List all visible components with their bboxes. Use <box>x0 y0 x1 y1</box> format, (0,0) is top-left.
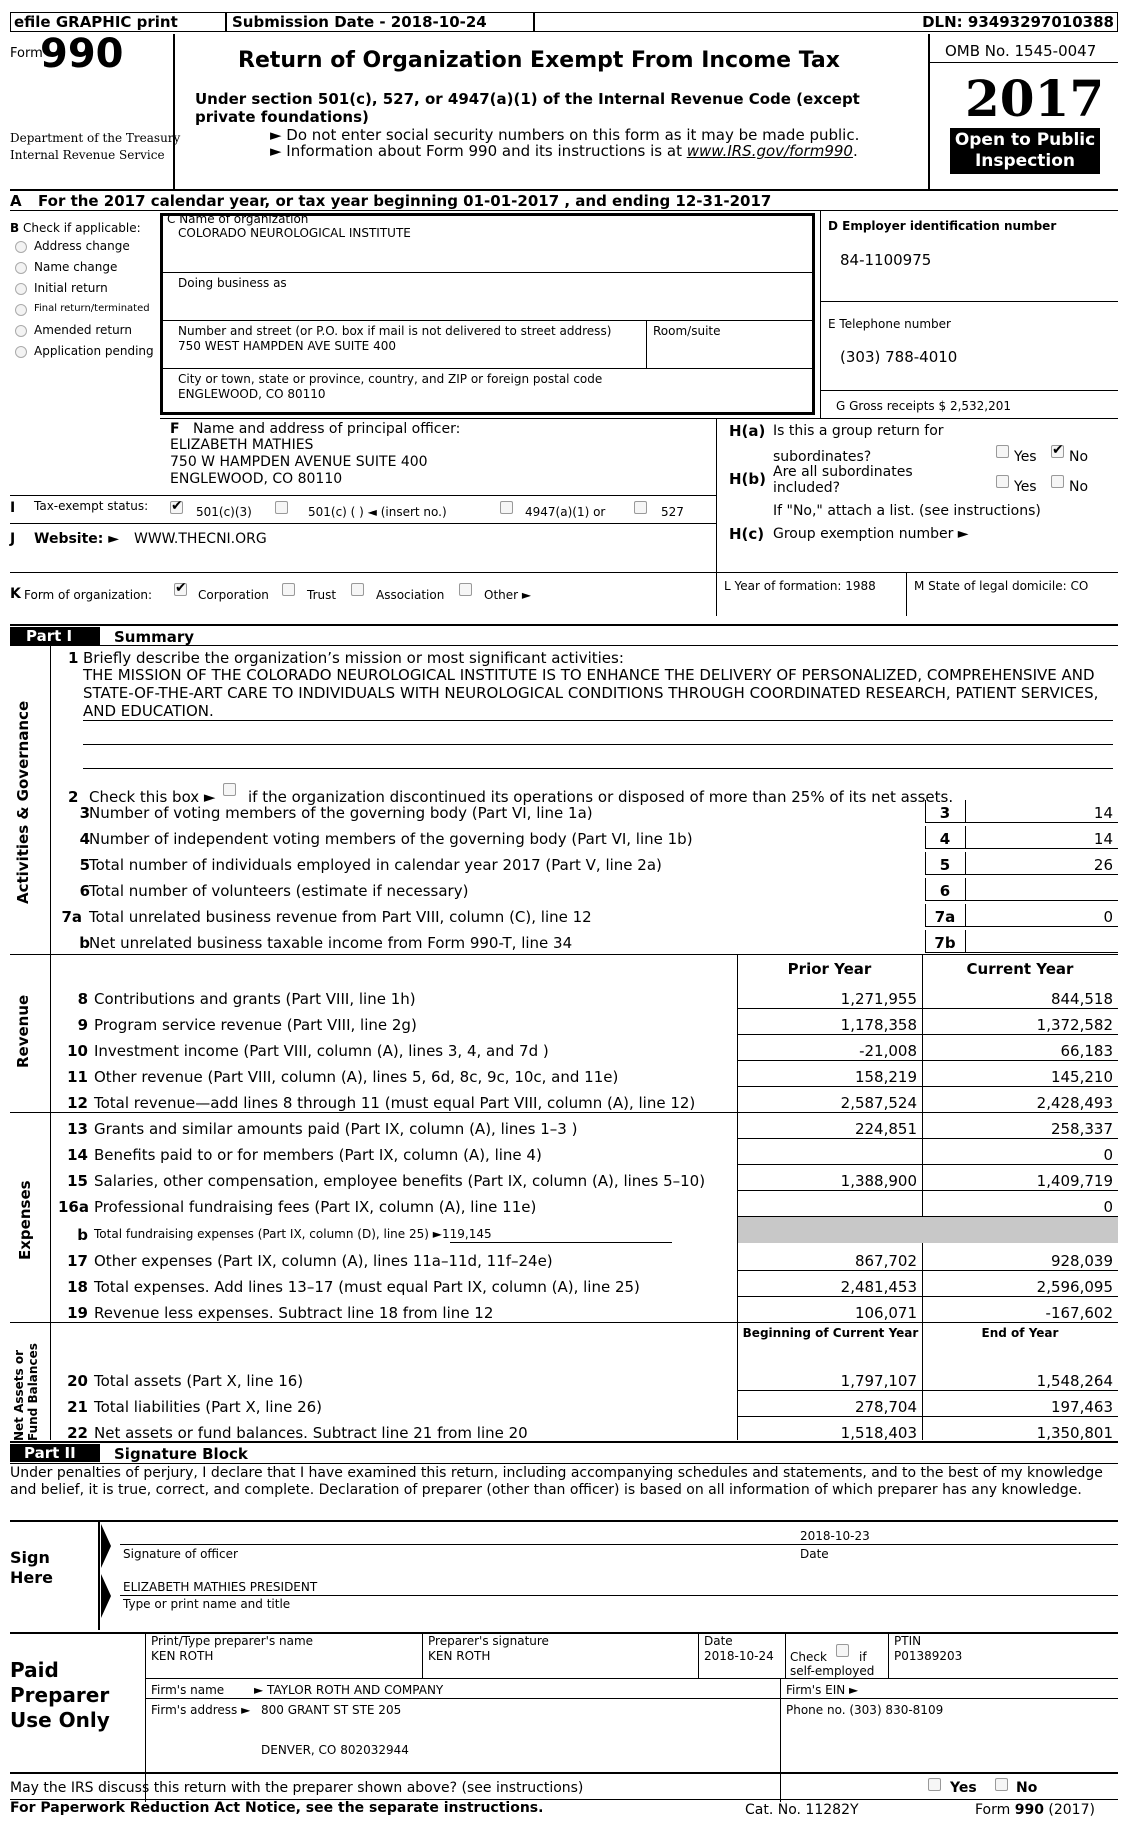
gov-row-rule <box>925 822 1118 823</box>
firm-address-1: 800 GRANT ST STE 205 <box>261 1703 402 1717</box>
fin-line-num: 12 <box>67 1094 88 1112</box>
signature-date: 2018-10-23 <box>800 1529 870 1543</box>
fin-line-num: 17 <box>67 1252 88 1270</box>
current-year-value: 1,548,264 <box>1036 1372 1113 1390</box>
fin-line-text: Other expenses (Part IX, column (A), lines 11a–11d, 11f–24e) <box>94 1252 553 1270</box>
gov-line-text: Net unrelated business taxable income from Form 990-T, line 34 <box>89 934 573 952</box>
ha-text-2: subordinates? <box>773 449 872 465</box>
501c-label: 501(c) ( ) ◄ (insert no.) <box>308 505 447 519</box>
trust-checkbox[interactable] <box>282 583 295 596</box>
prior-year-value: 1,518,403 <box>840 1424 917 1442</box>
footer-form-id: Form 990 (2017) <box>975 1802 1095 1818</box>
fin-row-rule <box>737 1270 1118 1271</box>
fin-line-text: Other revenue (Part VIII, column (A), lines 5, 6d, 8c, 9c, 10c, and 11e) <box>94 1068 619 1086</box>
fin-line-num: 15 <box>67 1172 88 1190</box>
fin-line-num: 20 <box>67 1372 88 1390</box>
gov-line-text: Total number of volunteers (estimate if necessary) <box>89 882 469 900</box>
line16b-shade <box>738 1217 1118 1243</box>
irs-label: Internal Revenue Service <box>10 148 165 162</box>
current-year-value: 1,350,801 <box>1036 1424 1113 1442</box>
preparer-name-label: Print/Type preparer's name <box>151 1634 314 1648</box>
fin-line-text: Professional fundraising fees (Part IX, column (A), line 11e) <box>94 1198 537 1216</box>
prior-year-value: 1,388,900 <box>840 1172 917 1190</box>
line-k-letter: K <box>10 586 21 602</box>
paid-preparer-label: Paid Preparer Use Only <box>10 1658 110 1732</box>
website-value[interactable]: WWW.THECNI.ORG <box>134 531 267 547</box>
gov-box-label: 3 <box>939 804 951 822</box>
side-label-revenue: Revenue <box>14 994 32 1068</box>
fin-line-num: 19 <box>67 1304 88 1322</box>
hb-label: H(b) <box>729 470 767 488</box>
current-year-value: 145,210 <box>1050 1068 1113 1086</box>
prior-year-value: 224,851 <box>854 1120 917 1138</box>
527-checkbox[interactable] <box>634 501 647 514</box>
officer-address-2: ENGLEWOOD, CO 80110 <box>170 471 343 487</box>
name-change-checkbox[interactable] <box>15 262 27 274</box>
address-change-checkbox[interactable] <box>15 241 27 253</box>
discuss-yes-checkbox[interactable] <box>928 1778 941 1791</box>
fin-line-text: Net assets or fund balances. Subtract line 21 from line 20 <box>94 1424 528 1442</box>
hc-text: Group exemption number ► <box>773 526 969 542</box>
fin-row-rule <box>737 1138 1118 1139</box>
gov-line-num: 6 <box>79 882 90 900</box>
corporation-label: Corporation <box>198 588 269 602</box>
city-address: ENGLEWOOD, CO 80110 <box>178 387 326 401</box>
current-year-value: 2,428,493 <box>1036 1094 1113 1112</box>
fin-line-text: Total expenses. Add lines 13–17 (must equal Part IX, column (A), line 25) <box>94 1278 640 1296</box>
fin-line-text: Grants and similar amounts paid (Part IX, column (A), lines 1–3 ) <box>94 1120 578 1138</box>
part1-title: Summary <box>114 628 195 646</box>
gov-box-label: 4 <box>939 830 951 848</box>
if-label: if <box>859 1650 867 1664</box>
current-year-value: -167,602 <box>1045 1304 1113 1322</box>
fin-line-num: 14 <box>67 1146 88 1164</box>
gov-row-rule <box>925 874 1118 875</box>
firm-name-label: Firm's name <box>151 1683 225 1697</box>
check-applicable-label: B Check if applicable: <box>10 221 141 235</box>
fin-line-text: Salaries, other compensation, employee benefits (Part IX, column (A), lines 5–10) <box>94 1172 706 1190</box>
fin-line-text: Total revenue—add lines 8 through 11 (must equal Part VIII, column (A), line 12) <box>94 1094 696 1112</box>
current-year-value: 844,518 <box>1050 990 1113 1008</box>
prior-year-value: 1,271,955 <box>840 990 917 1008</box>
gov-box-label: 7a <box>934 908 956 926</box>
line-a-letter: A <box>10 192 22 210</box>
tax-year-line: For the 2017 calendar year, or tax year beginning 01-01-2017 , and ending 12-31-2017 <box>38 192 772 210</box>
gov-row-rule <box>925 900 1118 901</box>
org-name-label: C Name of organization <box>167 212 309 226</box>
gov-row-rule <box>925 952 1118 953</box>
ha-label: H(a) <box>729 422 766 440</box>
side-label-expenses: Expenses <box>16 1180 34 1260</box>
fin-line-text: Total liabilities (Part X, line 26) <box>94 1398 323 1416</box>
line16b-text: Total fundraising expenses (Part IX, column (D), line 25) ►119,145 <box>94 1227 492 1241</box>
name-change-label: Name change <box>34 260 118 274</box>
year-of-formation: L Year of formation: 1988 <box>724 579 876 593</box>
association-label: Association <box>376 588 445 602</box>
gross-receipts: G Gross receipts $ 2,532,201 <box>836 399 1012 413</box>
prior-year-value: 2,587,524 <box>840 1094 917 1112</box>
signature-officer-label: Signature of officer <box>123 1547 238 1561</box>
gov-line-text: Number of independent voting members of the governing body (Part VI, line 1b) <box>89 830 693 848</box>
penalty-statement: Under penalties of perjury, I declare that I have examined this return, including accompanying schedules and statements, and to the best of my knowledge and belief, it is true, correct, and complete. Declaration of preparer (other than officer) is based on all information of which preparer has any knowledge. <box>10 1465 1103 1498</box>
other-label: Other ► <box>484 588 532 602</box>
efile-label: efile GRAPHIC print <box>14 13 178 31</box>
current-year-value: 197,463 <box>1050 1398 1113 1416</box>
side-label-net-assets: Net Assets or Fund Balances <box>12 1343 40 1441</box>
officer-label: F Name and address of principal officer: <box>170 421 461 437</box>
gov-row-rule <box>925 848 1118 849</box>
prior-year-value: 1,797,107 <box>840 1372 917 1390</box>
gov-line-num: 4 <box>79 830 90 848</box>
line2-num: 2 <box>68 788 79 806</box>
fin-line-text: Program service revenue (Part VIII, line 2g) <box>94 1016 417 1034</box>
prior-year-value: -21,008 <box>859 1042 917 1060</box>
phone-value: (303) 788-4010 <box>840 348 958 366</box>
current-year-value: 0 <box>1103 1146 1113 1164</box>
fin-line-text: Revenue less expenses. Subtract line 18 from line 12 <box>94 1304 494 1322</box>
form-990-page <box>10 8 1118 1818</box>
fin-row-rule <box>737 1060 1118 1061</box>
part1-tag: Part I <box>10 627 100 645</box>
submission-date: Submission Date - 2018-10-24 <box>232 13 487 31</box>
gov-line-text: Number of voting members of the governing body (Part VI, line 1a) <box>89 804 593 822</box>
preparer-date-label: Date <box>704 1634 733 1648</box>
mission-statement: THE MISSION OF THE COLORADO NEUROLOGICAL INSTITUTE IS TO ENHANCE THE DELIVERY OF PERSONALIZED, COMPREHENSIVE AND STATE-OF-THE-ART CARE TO INDIVIDUALS WITH NEUROLOGICAL CONDITIONS THROUGH COORDINATED RESEARCH, PATIENT SERVICES, AND EDUCATION. <box>83 666 1099 720</box>
prior-year-value: 278,704 <box>854 1398 917 1416</box>
officer-name-title: ELIZABETH MATHIES PRESIDENT <box>123 1580 318 1594</box>
form-of-org-label: Form of organization: <box>24 588 153 602</box>
fin-line-text: Benefits paid to or for members (Part IX, column (A), line 4) <box>94 1146 542 1164</box>
ptin-label: PTIN <box>894 1634 922 1648</box>
gov-line-num: 3 <box>79 804 90 822</box>
firm-address-label: Firm's address ► <box>151 1703 251 1717</box>
gov-line-value: 0 <box>1103 908 1113 926</box>
ssn-warning: ► Do not enter social security numbers on this form as it may be made public. <box>270 126 860 144</box>
address-change-label: Address change <box>34 239 130 253</box>
trust-label: Trust <box>307 588 337 602</box>
gov-line-num: 7a <box>61 908 82 926</box>
officer-address-1: 750 W HAMPDEN AVENUE SUITE 400 <box>170 454 428 470</box>
association-checkbox[interactable] <box>351 583 364 596</box>
paperwork-notice: For Paperwork Reduction Act Notice, see the separate instructions. <box>10 1800 544 1816</box>
corporation-checkbox[interactable] <box>174 583 187 596</box>
gov-box-rule <box>965 878 966 900</box>
gov-box-label: 5 <box>939 856 951 874</box>
initial-return-checkbox[interactable] <box>15 283 27 295</box>
omb-number: OMB No. 1545-0047 <box>945 42 1097 60</box>
discuss-no-checkbox[interactable] <box>995 1778 1008 1791</box>
officer-name: ELIZABETH MATHIES <box>170 437 314 453</box>
irs-link[interactable]: www.IRS.gov/form990 <box>686 142 853 160</box>
discuss-yes-label: Yes <box>950 1780 977 1796</box>
other-checkbox[interactable] <box>459 583 472 596</box>
gov-line-text: Total number of individuals employed in calendar year 2017 (Part V, line 2a) <box>89 856 662 874</box>
preparer-signature: KEN ROTH <box>428 1649 491 1663</box>
ha-text-1: Is this a group return for <box>773 423 944 439</box>
4947-checkbox[interactable] <box>500 501 513 514</box>
org-name: COLORADO NEUROLOGICAL INSTITUTE <box>178 226 411 240</box>
amended-return-label: Amended return <box>34 323 133 337</box>
side-label-governance: Activities & Governance <box>14 700 32 904</box>
firm-address-2: DENVER, CO 802032944 <box>261 1743 409 1757</box>
prior-year-value: 1,178,358 <box>840 1016 917 1034</box>
prior-year-value: 2,481,453 <box>840 1278 917 1296</box>
hb-text-1: Are all subordinates <box>773 464 913 480</box>
fin-row-rule <box>737 1086 1118 1087</box>
current-year-value: 0 <box>1103 1198 1113 1216</box>
gov-line-num: b <box>79 934 90 952</box>
catalog-number: Cat. No. 11282Y <box>745 1802 859 1818</box>
discontinued-checkbox[interactable] <box>223 783 236 796</box>
col-prior-year: Prior Year <box>787 960 872 978</box>
discuss-no-label: No <box>1016 1780 1038 1796</box>
fin-row-rule <box>737 1190 1118 1191</box>
501c3-label: 501(c)(3) <box>196 505 252 519</box>
gov-box-label: 7b <box>934 934 956 952</box>
fin-line-text: Total assets (Part X, line 16) <box>94 1372 304 1390</box>
col-end-year: End of Year <box>981 1326 1059 1340</box>
self-employed-checkbox[interactable] <box>836 1644 849 1657</box>
prior-year-value: 106,071 <box>854 1304 917 1322</box>
fin-row-rule <box>737 1390 1118 1391</box>
line2-text: if the organization discontinued its operations or disposed of more than 25% of its net assets. <box>248 788 954 806</box>
fin-line-num: 8 <box>77 990 88 1008</box>
dln: DLN: 93493297010388 <box>922 13 1114 31</box>
ha-yes-checkbox[interactable] <box>996 445 1009 458</box>
part2-tag: Part II <box>10 1444 100 1462</box>
signature-date-label: Date <box>800 1547 829 1561</box>
application-pending-checkbox[interactable] <box>15 346 27 358</box>
fin-line-num: 16a <box>58 1198 89 1216</box>
fin-line-num: 22 <box>67 1424 88 1442</box>
part2-title: Signature Block <box>114 1445 248 1463</box>
fin-line-num: 10 <box>67 1042 88 1060</box>
dept-treasury: Department of the Treasury <box>10 131 181 145</box>
current-year-value: 2,596,095 <box>1036 1278 1113 1296</box>
501c-checkbox[interactable] <box>275 501 288 514</box>
info-line: ► Information about Form 990 and its instructions is at www.IRS.gov/form990. <box>270 142 858 160</box>
hb-no-checkbox[interactable] <box>1051 475 1064 488</box>
website-label: Website: ► <box>34 531 120 547</box>
current-year-value: 66,183 <box>1060 1042 1113 1060</box>
line16b-underline <box>450 1242 672 1243</box>
prior-year-value: 867,702 <box>854 1252 917 1270</box>
sign-arrow-2 <box>101 1574 111 1618</box>
current-year-value: 258,337 <box>1050 1120 1113 1138</box>
initial-return-label: Initial return <box>34 281 108 295</box>
firm-phone: Phone no. (303) 830-8109 <box>786 1703 944 1717</box>
ha-no-label: No <box>1069 449 1089 465</box>
room-suite-label: Room/suite <box>653 324 721 338</box>
final-return-checkbox[interactable] <box>15 304 27 316</box>
fin-row-rule <box>737 1296 1118 1297</box>
preparer-signature-label: Preparer's signature <box>428 1634 549 1648</box>
discuss-question: May the IRS discuss this return with the preparer shown above? (see instructions) <box>10 1780 584 1796</box>
fin-line-num: 9 <box>77 1016 88 1034</box>
form-title: Return of Organization Exempt From Income Tax <box>238 48 840 73</box>
4947-label: 4947(a)(1) or <box>525 505 606 519</box>
prior-year-value: 158,219 <box>854 1068 917 1086</box>
col-beginning-year: Beginning of Current Year <box>742 1326 919 1340</box>
line1-text: Briefly describe the organization’s mission or most significant activities: <box>83 649 624 667</box>
check-label: Check <box>790 1650 827 1664</box>
col-current-year: Current Year <box>966 960 1074 978</box>
fin-line-num: 18 <box>67 1278 88 1296</box>
gov-row-rule <box>925 926 1118 927</box>
hb-note: If "No," attach a list. (see instructions) <box>773 503 1041 519</box>
ptin-value: P01389203 <box>894 1649 963 1663</box>
form-number: 990 <box>40 31 124 77</box>
firm-ein-label: Firm's EIN ► <box>786 1683 859 1697</box>
line1-num: 1 <box>68 649 79 667</box>
gov-line-value: 14 <box>1093 830 1113 848</box>
fin-line-text: Investment income (Part VIII, column (A), lines 3, 4, and 7d ) <box>94 1042 549 1060</box>
gov-box-rule <box>965 930 966 952</box>
ha-yes-label: Yes <box>1014 449 1037 465</box>
line2-pre: Check this box ► <box>89 788 216 806</box>
hb-text-2: included? <box>773 480 841 496</box>
fin-line-text: Contributions and grants (Part VIII, line 1h) <box>94 990 416 1008</box>
fin-line-num: 13 <box>67 1120 88 1138</box>
fin-row-rule <box>737 1034 1118 1035</box>
501c3-checkbox[interactable] <box>170 501 183 514</box>
preparer-name: KEN ROTH <box>151 1649 214 1663</box>
dba-label: Doing business as <box>178 276 287 290</box>
line-j-letter: J <box>10 531 16 547</box>
fin-row-rule <box>737 1164 1118 1165</box>
name-title-label: Type or print name and title <box>123 1597 291 1611</box>
ein-value: 84-1100975 <box>840 251 932 269</box>
open-to-public-badge: Open to Public Inspection <box>950 128 1100 174</box>
street-label: Number and street (or P.O. box if mail is not delivered to street address) <box>178 324 612 338</box>
current-year-value: 928,039 <box>1050 1252 1113 1270</box>
ein-label: D Employer identification number <box>828 219 1057 233</box>
self-employed-label: self-employed <box>790 1664 875 1678</box>
527-label: 527 <box>661 505 684 519</box>
gov-line-num: 5 <box>79 856 90 874</box>
form-word: Form <box>10 46 43 61</box>
gov-line-value: 26 <box>1093 856 1113 874</box>
phone-label: E Telephone number <box>828 317 951 331</box>
gov-box-label: 6 <box>939 882 951 900</box>
street-address: 750 WEST HAMPDEN AVE SUITE 400 <box>178 339 396 353</box>
gov-line-value: 14 <box>1093 804 1113 822</box>
fin-line-num: 21 <box>67 1398 88 1416</box>
tax-year: 2017 <box>965 69 1105 128</box>
current-year-value: 1,409,719 <box>1036 1172 1113 1190</box>
application-pending-label: Application pending <box>34 344 154 358</box>
city-label: City or town, state or province, country, and ZIP or foreign postal code <box>178 372 603 386</box>
firm-name: ► TAYLOR ROTH AND COMPANY <box>254 1683 444 1697</box>
tax-exempt-label: Tax-exempt status: <box>34 499 149 513</box>
state-domicile: M State of legal domicile: CO <box>914 579 1089 593</box>
preparer-date: 2018-10-24 <box>704 1649 774 1663</box>
sign-here-label: Sign Here <box>10 1548 53 1587</box>
fin-row-rule <box>737 1008 1118 1009</box>
form-subtitle: Under section 501(c), 527, or 4947(a)(1) of the Internal Revenue Code (except private foundations) <box>195 90 860 126</box>
amended-return-checkbox[interactable] <box>15 325 27 337</box>
hb-yes-checkbox[interactable] <box>996 475 1009 488</box>
sign-arrow-1 <box>101 1524 111 1568</box>
final-return-label: Final return/terminated <box>34 303 150 314</box>
ha-no-checkbox[interactable] <box>1051 445 1064 458</box>
line-i-letter: I <box>10 500 16 516</box>
hc-label: H(c) <box>729 525 765 543</box>
hb-no-label: No <box>1069 479 1089 495</box>
hb-yes-label: Yes <box>1014 479 1037 495</box>
current-year-value: 1,372,582 <box>1036 1016 1113 1034</box>
gov-line-text: Total unrelated business revenue from Part VIII, column (C), line 12 <box>89 908 592 926</box>
line16b-num: b <box>77 1226 88 1244</box>
fin-row-rule <box>737 1416 1118 1417</box>
fin-line-num: 11 <box>67 1068 88 1086</box>
